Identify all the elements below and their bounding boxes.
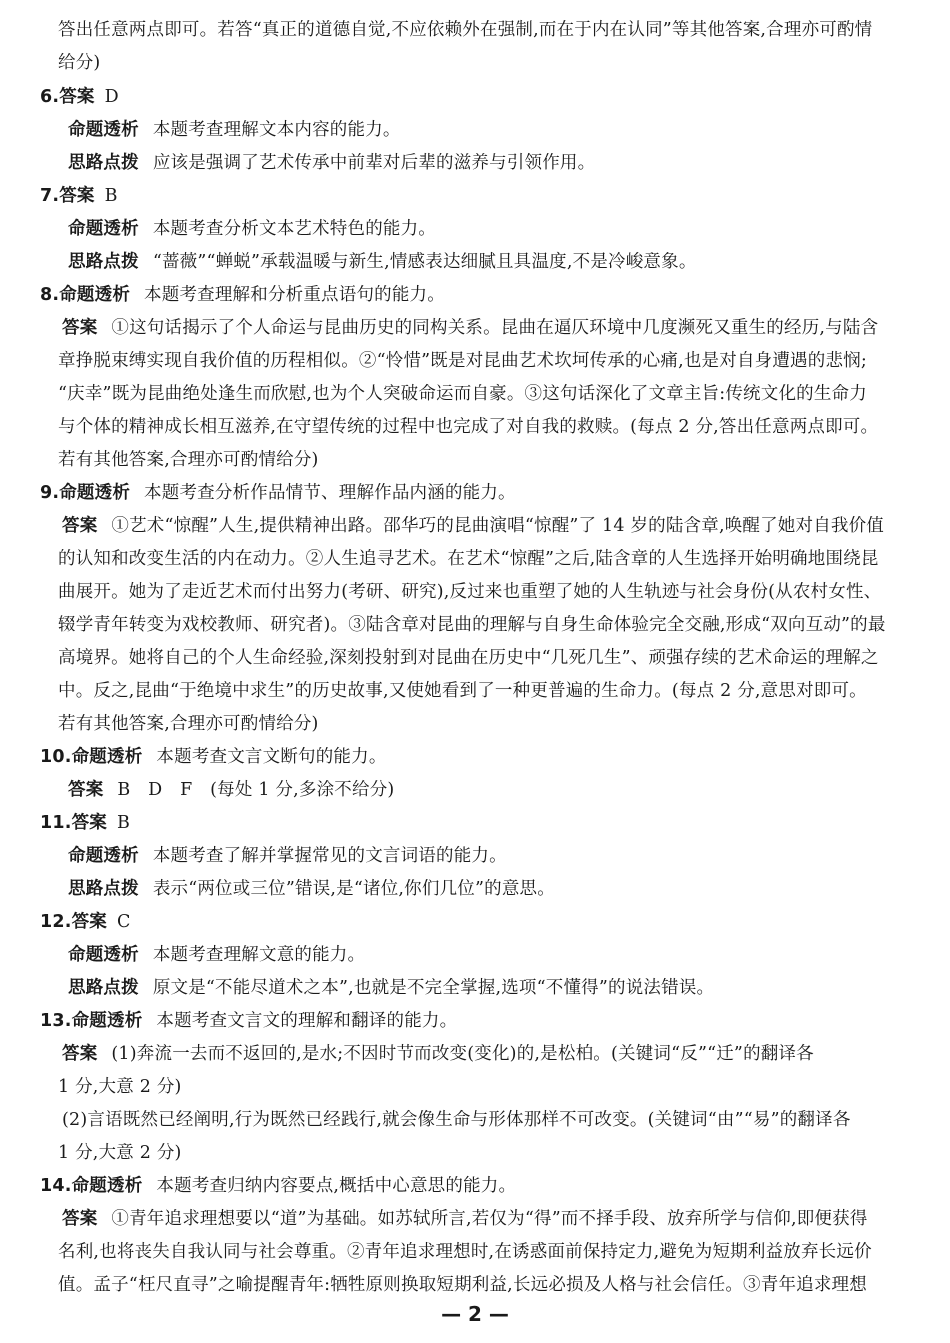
answer-label: 答案 xyxy=(62,1209,98,1229)
analysis-label: 命题透析 xyxy=(68,120,139,140)
analysis-text: 本题考查理解和分析重点语句的能力。 xyxy=(144,285,445,305)
q7-answer-row xyxy=(40,184,118,208)
analysis-label: 命题透析 xyxy=(68,219,139,239)
q7-hint-row xyxy=(68,250,697,274)
q11-analysis-row xyxy=(68,844,507,868)
answer-text: ①青年追求理想要以“道”为基础。如苏轼所言,若仅为“得”而不择手段、放弃所学与信仰,即便获得 xyxy=(111,1209,868,1229)
answer-value: C xyxy=(117,912,131,932)
analysis-label: 命题透析 xyxy=(71,747,143,767)
analysis-text: 本题考查文言文的理解和翻译的能力。 xyxy=(156,1011,458,1031)
hint-text: 原文是“不能尽道术之本”,也就是不完全掌握,选项“不懂得”的说法错误。 xyxy=(152,978,715,998)
q14-answer-line xyxy=(62,1207,868,1231)
answer-label: 答案 xyxy=(62,318,98,338)
answer-value: B xyxy=(104,186,118,206)
q12-hint-row xyxy=(68,976,714,1000)
q9-answer-line xyxy=(62,514,884,538)
analysis-text: 本题考查分析文本艺术特色的能力。 xyxy=(152,219,437,239)
analysis-label: 命题透析 xyxy=(71,1176,143,1196)
q8-answer-line: 与个体的精神成长相互滋养,在守望传统的过程中也完成了对自我的救赎。(每点 2 分,答出任意两点即可。 xyxy=(58,417,879,437)
answer-text: (1)奔流一去而不返回的,是水;不因时节而改变(变化)的,是松柏。(关键词“反”“迁”的翻译各 xyxy=(111,1044,814,1064)
question-number: 6. xyxy=(40,87,60,107)
q9-answer-line: 的认知和改变生活的内在动力。②人生追寻艺术。在艺术“惊醒”之后,陆含章的人生选择开始明确地围绕昆 xyxy=(58,549,879,569)
hint-label: 思路点拨 xyxy=(68,879,139,899)
q8-analysis-row xyxy=(40,283,445,307)
q9-answer-line: 曲展开。她为了走近艺术而付出努力(考研、研究),反过来也重塑了她的人生轨迹与社会身份(从农村女性、 xyxy=(58,582,882,602)
analysis-text: 本题考查了解并掌握常见的文言词语的能力。 xyxy=(152,846,507,866)
answer-label: 答案 xyxy=(71,813,108,833)
q14-analysis-row xyxy=(40,1174,516,1198)
question-number: 10. xyxy=(40,747,72,767)
analysis-label: 命题透析 xyxy=(68,846,139,866)
question-number: 9. xyxy=(40,483,60,503)
q8-answer-line xyxy=(62,316,878,340)
analysis-label: 命题透析 xyxy=(59,285,131,305)
q13-answer-line: 1 分,大意 2 分) xyxy=(58,1077,182,1097)
question-number: 7. xyxy=(40,186,60,206)
answer-label: 答案 xyxy=(59,186,95,206)
analysis-label: 命题透析 xyxy=(71,1011,143,1031)
continuation-line: 给分) xyxy=(58,53,101,73)
q7-analysis-row xyxy=(68,217,436,241)
analysis-label: 命题透析 xyxy=(59,483,131,503)
q9-answer-line: 若有其他答案,合理亦可酌情给分) xyxy=(58,714,319,734)
answer-label: 答案 xyxy=(62,1044,98,1064)
q12-analysis-row xyxy=(68,943,365,967)
answer-label: 答案 xyxy=(68,780,104,800)
answer-text: ①艺术“惊醒”人生,提供精神出路。邵华巧的昆曲演唱“惊醒”了 14 岁的陆含章,唤醒了她对自我价值 xyxy=(111,516,885,536)
q13-answer-line: 1 分,大意 2 分) xyxy=(58,1143,182,1163)
q9-answer-line: 辍学青年转变为戏校教师、研究者)。③陆含章对昆曲的理解与自身生命体验完全交融,形成“双向互动”的最 xyxy=(58,615,886,635)
q10-analysis-row xyxy=(40,745,387,769)
question-number: 13. xyxy=(40,1011,72,1031)
hint-text: 应该是强调了艺术传承中前辈对后辈的滋养与引领作用。 xyxy=(152,153,596,173)
continuation-line: 答出任意两点即可。若答“真正的道德自觉,不应依赖外在强制,而在于内在认同”等其他答案,合理亦可酌情 xyxy=(58,20,873,40)
q8-answer-line: 章挣脱束缚实现自我价值的历程相似。②“怜惜”既是对昆曲艺术坎坷传承的心痛,也是对自身遭遇的悲悯; xyxy=(58,351,867,371)
q6-analysis-row xyxy=(68,118,401,142)
hint-text: “蔷薇”“蝉蜕”承载温暖与新生,情感表达细腻且具温度,不是冷峻意象。 xyxy=(152,252,697,272)
answer-value: B xyxy=(117,813,131,833)
q13-analysis-row xyxy=(40,1009,457,1033)
analysis-text: 本题考查理解文本内容的能力。 xyxy=(152,120,401,140)
analysis-text: 本题考查分析作品情节、理解作品内涵的能力。 xyxy=(144,483,516,503)
hint-label: 思路点拨 xyxy=(68,153,139,173)
answer-label: 答案 xyxy=(62,516,98,536)
analysis-label: 命题透析 xyxy=(68,945,139,965)
question-number: 8. xyxy=(40,285,60,305)
hint-label: 思路点拨 xyxy=(68,252,139,272)
answer-text: ①这句话揭示了个人命运与昆曲历史的同构关系。昆曲在逼仄环境中几度濒死又重生的经历,与陆含 xyxy=(111,318,879,338)
question-number: 12. xyxy=(40,912,72,932)
q13-answer-line xyxy=(62,1042,814,1066)
q9-answer-line: 高境界。她将自己的个人生命经验,深刻投射到对昆曲在历史中“几死几生”、顽强存续的艺术命运的理解之 xyxy=(58,648,879,668)
q9-answer-line: 中。反之,昆曲“于绝境中求生”的历史故事,又使她看到了一种更普遍的生命力。(每点 2 分,意思对即可。 xyxy=(58,681,867,701)
q6-answer-row xyxy=(40,85,119,109)
hint-label: 思路点拨 xyxy=(68,978,139,998)
q14-answer-line: 名利,也将丧失自我认同与社会尊重。②青年追求理想时,在诱惑面前保持定力,避免为短期利益放弃长远价 xyxy=(58,1242,872,1262)
answer-label: 答案 xyxy=(71,912,108,932)
answer-label: 答案 xyxy=(59,87,95,107)
question-number: 14. xyxy=(40,1176,72,1196)
answer-text: B D F (每处 1 分,多涂不给分) xyxy=(117,780,395,800)
answer-value: D xyxy=(104,87,119,107)
q11-hint-row xyxy=(68,877,555,901)
q13-answer-line: (2)言语既然已经阐明,行为既然已经践行,就会像生命与形体那样不可改变。(关键词“由”“易”的翻译各 xyxy=(62,1110,851,1130)
q10-answer-row xyxy=(68,778,394,802)
q6-hint-row xyxy=(68,151,595,175)
question-number: 11. xyxy=(40,813,72,833)
hint-text: 表示“两位或三位”错误,是“诸位,你们几位”的意思。 xyxy=(152,879,555,899)
q14-answer-line: 值。孟子“枉尺直寻”之喻提醒青年:牺牲原则换取短期利益,长远必损及人格与社会信任。③青年追求理想 xyxy=(58,1275,867,1295)
page-number: — 2 — xyxy=(441,1302,509,1326)
q8-answer-line: 若有其他答案,合理亦可酌情给分) xyxy=(58,450,319,470)
q11-answer-row xyxy=(40,811,130,835)
analysis-text: 本题考查归纳内容要点,概括中心意思的能力。 xyxy=(156,1176,517,1196)
analysis-text: 本题考查文言文断句的能力。 xyxy=(156,747,387,767)
analysis-text: 本题考查理解文意的能力。 xyxy=(152,945,366,965)
q9-analysis-row xyxy=(40,481,516,505)
q12-answer-row xyxy=(40,910,131,934)
q8-answer-line: “庆幸”既为昆曲绝处逢生而欣慰,也为个人突破命运而自豪。③这句话深化了文章主旨:传统文化的生命力 xyxy=(58,384,867,404)
